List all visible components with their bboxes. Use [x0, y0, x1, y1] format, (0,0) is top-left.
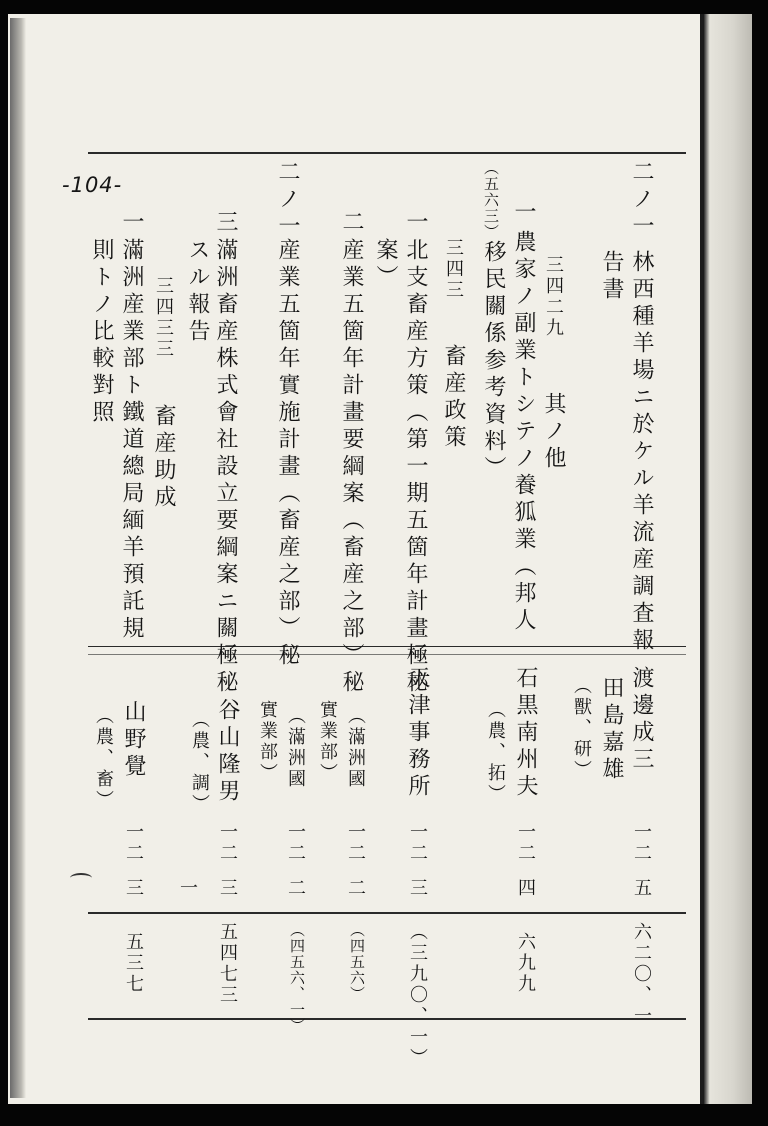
entry-pages: （四五六、一）: [288, 922, 306, 1034]
entry-number: 三: [213, 210, 238, 237]
entry-pages: （三九〇、一）: [407, 922, 428, 1069]
entry-author-line: 實業部）: [257, 700, 278, 784]
page-binding: [10, 18, 26, 1098]
entry-date: 一二: [631, 822, 652, 864]
entry-title-line: 滿洲産業部ト鐵道總局緬羊預託規: [119, 238, 144, 643]
entry-number: 二ノ一: [275, 160, 300, 241]
category-code: 三四三三: [153, 276, 174, 360]
entry-date: 一二: [407, 822, 428, 864]
entry-title-line: スル報告: [185, 238, 210, 346]
entry-title-line: 告書: [599, 250, 624, 304]
entry-volume: 五: [631, 878, 652, 899]
entry-number: 一: [403, 210, 428, 237]
entry-author-line: 谷山隆男: [215, 698, 240, 806]
entry-author-line: 渡邊成三: [629, 666, 654, 774]
entry-date: 一二: [515, 822, 536, 864]
title-author-rule: [88, 646, 686, 647]
entry-date: 一二: [217, 822, 238, 864]
entry-title-line: 農家ノ副業トシテノ養狐業（邦人: [511, 230, 536, 635]
volume-pages-rule: [88, 912, 686, 914]
entry-pages: （四五六）: [348, 922, 366, 1002]
entry-number: 二ノ一: [629, 160, 654, 241]
entry-author-line: （獸、研）: [571, 676, 592, 781]
entry-date: 一二: [345, 822, 366, 864]
bottom-rule: [88, 1018, 686, 1020]
entry-title-line: 産業五箇年實施計畫（畜産之部）秘: [275, 238, 300, 670]
entry-volume: 二: [285, 878, 306, 899]
entry-author-line: 山野覺: [121, 700, 146, 781]
entry-date: 一二: [123, 822, 144, 864]
entry-author-line: 實業部）: [317, 700, 338, 784]
entry-number: 一: [119, 210, 144, 237]
entry-title-line: 北支畜産方策（第一期五箇年計畫極秘: [403, 238, 428, 697]
category-code: 三四二九: [543, 255, 564, 339]
pencil-mark: [70, 873, 92, 883]
entry-date: 一二: [285, 822, 306, 864]
entry-title-line: 移民關係参考資料）: [481, 240, 506, 483]
entry-author-line: 石黒南州夫: [513, 666, 538, 801]
entry-author-line: （農、調）: [189, 710, 210, 815]
entry-pages: 六二〇、一: [631, 922, 652, 1027]
entry-number: 二: [339, 210, 364, 237]
entry-volume: 三: [407, 878, 428, 899]
entry-author-line: （農、拓）: [485, 700, 506, 805]
entry-title-line: 則トノ比較對照: [89, 238, 114, 427]
author-date-rule: [88, 654, 686, 655]
entry-volume: 四: [515, 878, 536, 899]
entry-annotation: （五六三）: [482, 160, 500, 240]
entry-pages: 六九九: [515, 932, 536, 995]
entry-volume: 二: [345, 878, 366, 899]
category-title: 其ノ他: [541, 392, 566, 473]
category-code: 三四三: [443, 238, 464, 301]
entry-number: 一: [511, 200, 536, 227]
next-page-edge: [704, 14, 752, 1104]
entry-title-line: 案）: [373, 238, 398, 292]
entry-volume: 三: [217, 878, 238, 899]
entry-author-line: （農、畜）: [93, 706, 114, 811]
entry-pages: 五四七三: [217, 922, 238, 1006]
entry-title-line: 滿洲畜産株式會社設立要綱案ニ關極秘: [213, 238, 238, 697]
entry-pages: 五三七: [123, 932, 144, 995]
page-number: -104-: [62, 173, 123, 197]
entry-author-line: 天津事務所: [405, 666, 430, 801]
entry-title-line: 林西種羊場ニ於ケル羊流産調査報: [629, 250, 654, 655]
entry-volume: 三: [123, 878, 144, 899]
category-title: 畜産政策: [441, 344, 466, 452]
category-title: 畜産助成: [151, 404, 176, 512]
top-rule: [88, 152, 686, 154]
entry-title-line: 産業五箇年計畫要綱案（畜産之部）秘: [339, 238, 364, 697]
entry-author-line: （滿洲國: [285, 706, 306, 790]
entry-author-line: 田島嘉雄: [599, 676, 624, 784]
entry-volume: 一: [177, 878, 198, 899]
entry-author-line: （滿洲國: [345, 706, 366, 790]
